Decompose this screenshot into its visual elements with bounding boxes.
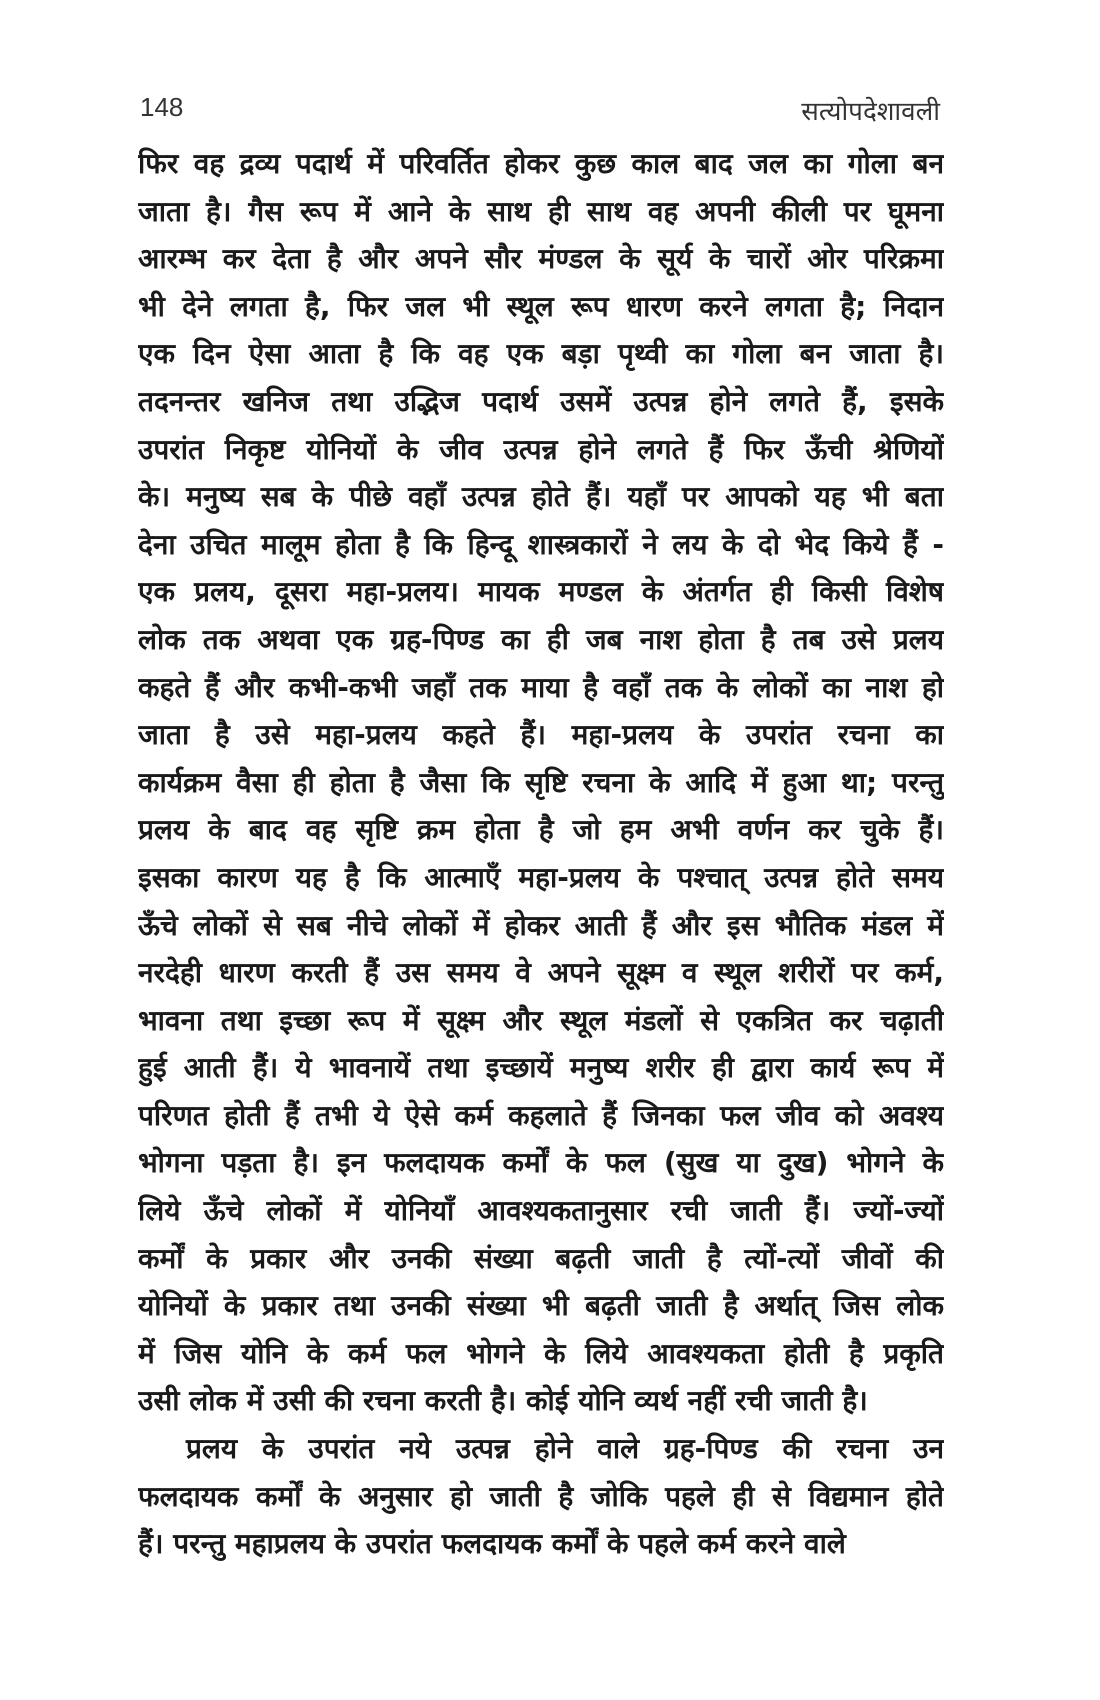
- text-line: भी देने लगता है, फिर जल भी स्थूल रूप धारण करने लगता है; निदान: [138, 289, 944, 323]
- text-line: में जिस योनि के कर्म फल भोगने के लिये आवश्यकता होती है प्रकृति: [138, 1336, 944, 1370]
- page-header: [140, 92, 940, 132]
- text-line: एक प्रलय, दूसरा महा-प्रलय। मायक मण्डल के अंतर्गत ही किसी विशेष: [138, 575, 944, 609]
- text-line: ऊँचे लोकों से सब नीचे लोकों में होकर आती हैं और इस भौतिक मंडल में: [138, 908, 944, 942]
- text-line: कर्मों के प्रकार और उनकी संख्या बढ़ती जाती है त्यों-त्यों जीवों की: [138, 1241, 944, 1275]
- text-line: जाता है। गैस रूप में आने के साथ ही साथ वह अपनी कीली पर घूमना: [138, 194, 944, 228]
- text-line: हैं। परन्तु महाप्रलय के उपरांत फलदायक कर्मों के पहले कर्म करने वाले: [138, 1527, 846, 1561]
- text-line: लोक तक अथवा एक ग्रह-पिण्ड का ही जब नाश होता है तब उसे प्रलय: [138, 622, 944, 656]
- text-line: कहते हैं और कभी-कभी जहाँ तक माया है वहाँ तक के लोकों का नाश हो: [138, 670, 944, 704]
- text-line: इसका कारण यह है कि आत्माएँ महा-प्रलय के पश्चात् उत्पन्न होते समय: [138, 860, 944, 894]
- text-line: फलदायक कर्मों के अनुसार हो जाती है जोकि पहले ही से विद्यमान होते: [138, 1479, 944, 1513]
- text-line: देना उचित मालूम होता है कि हिन्दू शास्त्रकारों ने लय के दो भेद किये हैं -: [138, 527, 944, 561]
- text-line: फिर वह द्रव्य पदार्थ में परिवर्तित होकर कुछ काल बाद जल का गोला बन: [138, 147, 944, 180]
- text-line: प्रलय के उपरांत नये उत्पन्न होने वाले ग्रह-पिण्ड की रचना उन: [186, 1432, 944, 1466]
- text-line: भावना तथा इच्छा रूप में सूक्ष्म और स्थूल मंडलों से एकत्रित कर चढ़ाती: [138, 1003, 944, 1037]
- text-line: तदनन्तर खनिज तथा उद्भिज पदार्थ उसमें उत्पन्न होने लगते हैं, इसके: [138, 384, 944, 418]
- text-line: के। मनुष्य सब के पीछे वहाँ उत्पन्न होते हैं। यहाँ पर आपको यह भी बता: [138, 480, 944, 514]
- text-line: उसी लोक में उसी की रचना करती है। कोई योनि व्यर्थ नहीं रची जाती है।: [138, 1384, 868, 1418]
- text-line: कार्यक्रम वैसा ही होता है जैसा कि सृष्टि रचना के आदि में हुआ था; परन्तु: [138, 765, 944, 799]
- text-line: हुई आती हैं। ये भावनायें तथा इच्छायें मनुष्य शरीर ही द्वारा कार्य रूप में: [138, 1051, 944, 1085]
- text-line: लिये ऊँचे लोकों में योनियाँ आवश्यकतानुसार रची जाती हैं। ज्यों-ज्यों: [138, 1194, 944, 1228]
- running-title: सत्योपदेशावली: [801, 97, 940, 127]
- page-number: 148: [140, 92, 184, 122]
- body-text: [138, 140, 944, 1568]
- text-line: भोगना पड़ता है। इन फलदायक कर्मों के फल (सुख या दुख) भोगने के: [138, 1146, 944, 1180]
- text-line: प्रलय के बाद वह सृष्टि क्रम होता है जो हम अभी वर्णन कर चुके हैं।: [138, 813, 944, 847]
- text-line: आरम्भ कर देता है और अपने सौर मंण्डल के सूर्य के चारों ओर परिक्रमा: [138, 242, 944, 276]
- text-line: जाता है उसे महा-प्रलय कहते हैं। महा-प्रलय के उपरांत रचना का: [138, 718, 944, 752]
- text-line: नरदेही धारण करती हैं उस समय वे अपने सूक्ष्म व स्थूल शरीरों पर कर्म,: [138, 956, 944, 990]
- text-line: एक दिन ऐसा आता है कि वह एक बड़ा पृथ्वी का गोला बन जाता है।: [138, 337, 944, 371]
- text-line: परिणत होती हैं तभी ये ऐसे कर्म कहलाते हैं जिनका फल जीव को अवश्य: [138, 1098, 944, 1132]
- text-line: योनियों के प्रकार तथा उनकी संख्या भी बढ़ती जाती है अर्थात् जिस लोक: [138, 1289, 944, 1323]
- text-line: उपरांत निकृष्ट योनियों के जीव उत्पन्न होने लगते हैं फिर ऊँची श्रेणियों: [138, 432, 944, 466]
